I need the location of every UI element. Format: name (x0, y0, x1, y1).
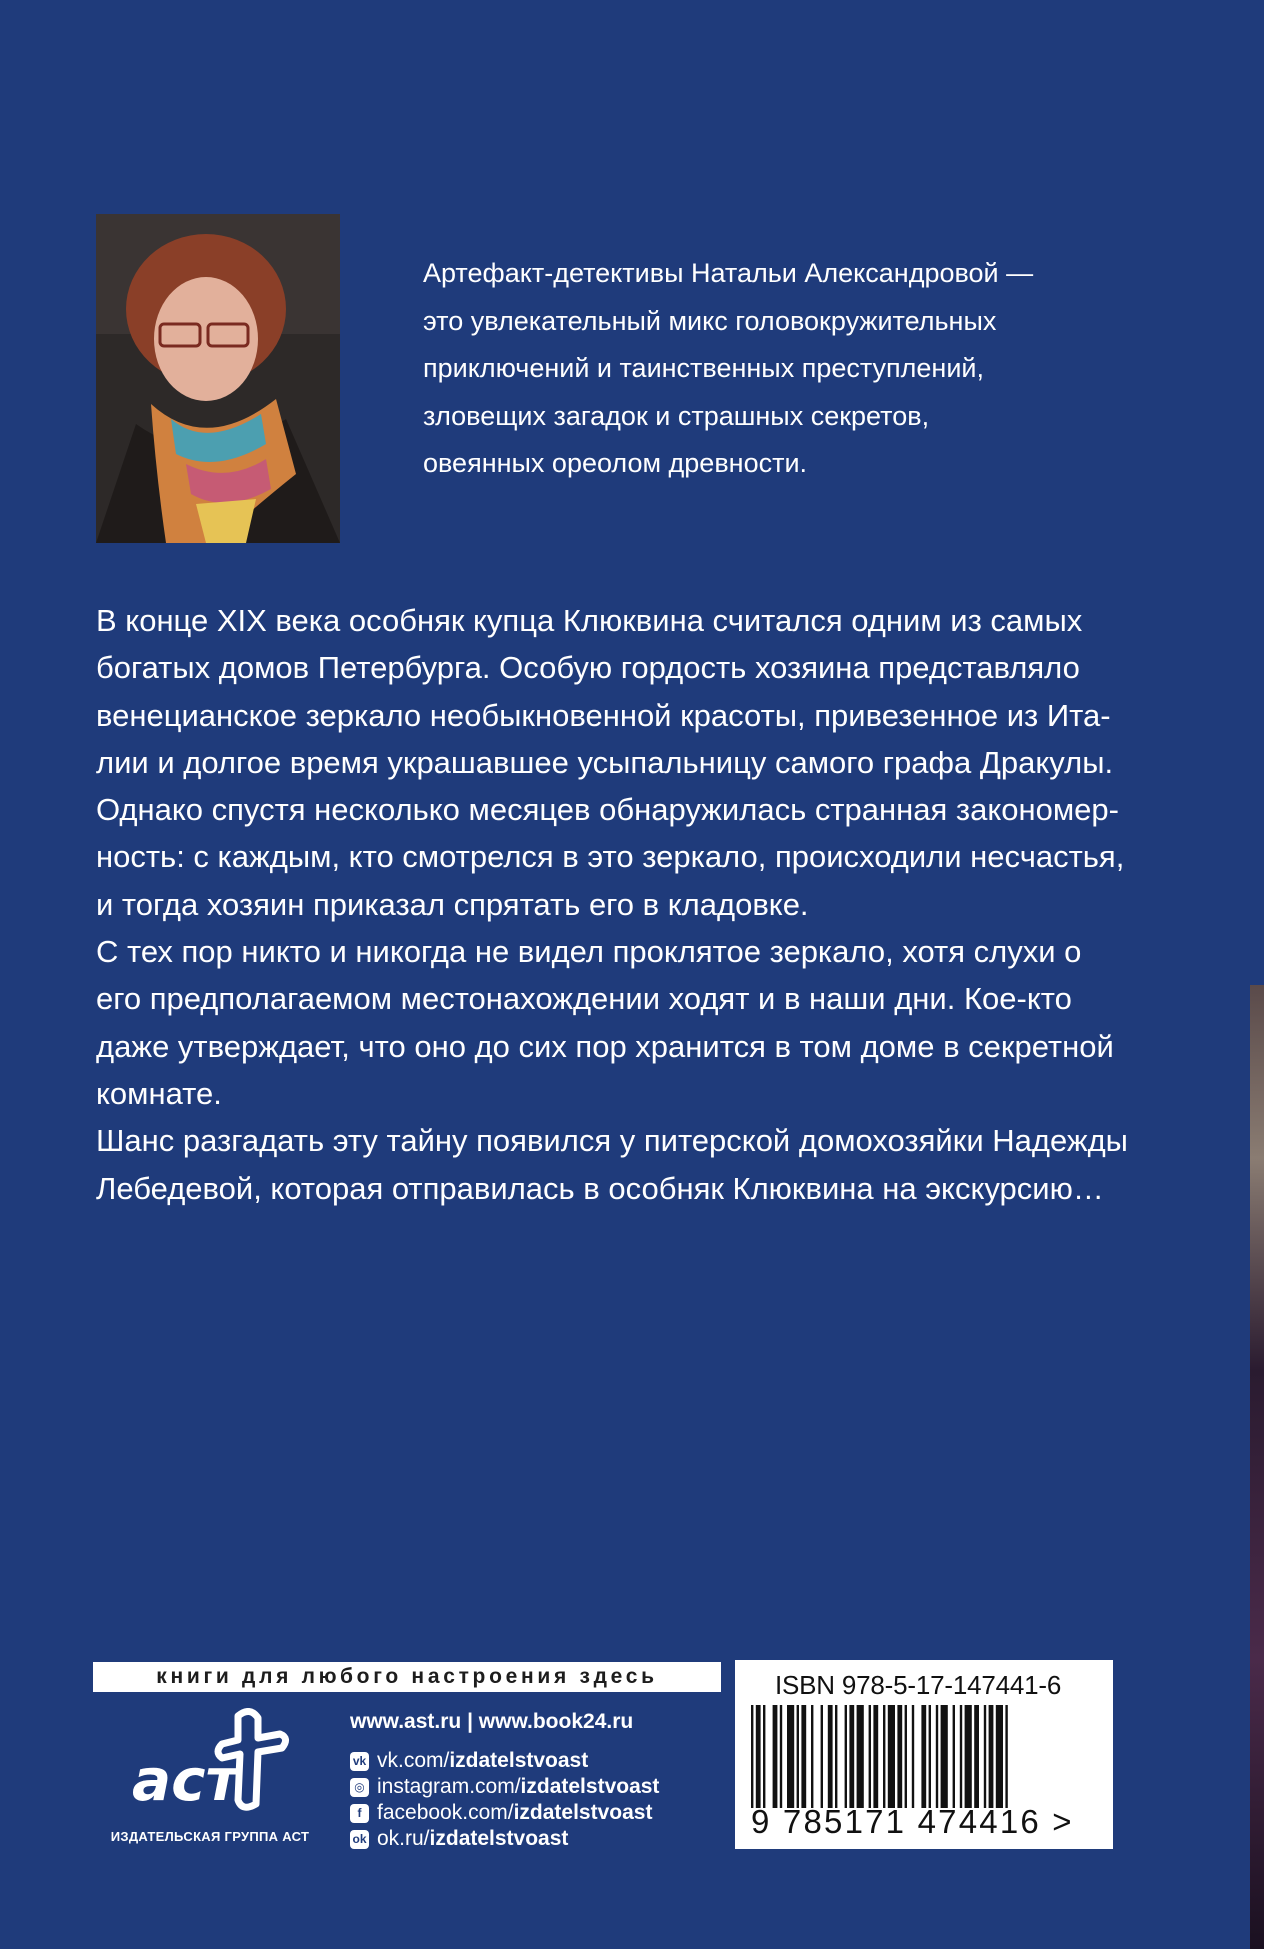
social-link-facebook[interactable] (350, 1800, 659, 1826)
description-line: С тех пор никто и никогда не видел проклятое зеркало, хотя слухи о (96, 934, 1082, 970)
social-link-handle: izdatelstvoast (429, 1827, 569, 1850)
description-line: Шанс разгадать эту тайну появился у питерской домохозяйки Надежды (96, 1123, 1128, 1159)
barcode-bar (936, 1705, 938, 1808)
social-link-ok[interactable] (350, 1826, 659, 1852)
social-links (350, 1748, 659, 1852)
barcode-bar (763, 1705, 765, 1808)
description-line: венецианское зеркало необыкновенной красоты, привезенное из Ита- (96, 697, 1111, 733)
barcode-bar (989, 1705, 994, 1808)
barcode-bar (797, 1705, 799, 1808)
social-link-vk[interactable] (350, 1748, 659, 1774)
barcode-bar (965, 1705, 972, 1808)
barcode (745, 1705, 1091, 1808)
barcode-bar (873, 1705, 878, 1808)
description-line: В конце XIX века особняк купца Клюквина считался одним из самых (96, 603, 1083, 638)
barcode-bar (984, 1705, 986, 1808)
description-line: его предполагаемом местонахождении ходят и в наши дни. Кое-кто (96, 981, 1072, 1017)
barcode-bar (857, 1705, 864, 1808)
barcode-bar (953, 1705, 955, 1808)
barcode-bar (929, 1705, 931, 1808)
front-cover-edge (1250, 985, 1264, 1949)
barcode-bar (897, 1705, 902, 1808)
blurb-line: приключений и таинственных преступлений, (423, 353, 985, 383)
barcode-bar (845, 1705, 847, 1808)
social-link-prefix: vk.com/ (377, 1749, 450, 1772)
description-line: ность: с каждым, кто смотрелся в это зеркало, происходили несчастья, (96, 839, 1125, 875)
barcode-bar (912, 1705, 914, 1808)
vk-icon: vk (350, 1752, 369, 1771)
barcode-digits: 9 785171 474416 > (751, 1803, 1074, 1840)
barcode-bar (869, 1705, 871, 1808)
blurb-line: это увлекательный микс головокружительных (423, 305, 997, 336)
publisher-caption: ИЗДАТЕЛЬСКАЯ ГРУППА АСТ (110, 1829, 310, 1844)
blurb-line: зловещих загадок и страшных секретов, (423, 400, 930, 431)
barcode-bar (888, 1705, 895, 1808)
barcode-bar (821, 1705, 823, 1808)
social-link-handle: izdatelstvoast (513, 1801, 653, 1824)
barcode-bar (835, 1705, 837, 1808)
barcode-bar (883, 1705, 885, 1808)
instagram-icon: ◎ (350, 1778, 369, 1797)
barcode-bar (828, 1705, 833, 1808)
description-line: Однако спустя несколько месяцев обнаружилась странная закономер- (96, 792, 1119, 828)
barcode-bar (1005, 1705, 1007, 1808)
barcode-bar (773, 1705, 778, 1808)
social-link-handle: izdatelstvoast (449, 1749, 589, 1772)
description-line: богатых домов Петербурга. Особую гордость хозяина представляло (96, 650, 1080, 686)
barcode-bar (905, 1705, 907, 1808)
facebook-icon: f (350, 1804, 369, 1823)
book-description (96, 597, 1128, 1212)
isbn-number: ISBN 978-5-17-147441-6 (775, 1670, 1062, 1700)
barcode-bar (756, 1705, 761, 1808)
ast-logo (130, 1708, 290, 1818)
barcode-bar (974, 1705, 979, 1808)
barcode-bar (960, 1705, 962, 1808)
barcode-bar (941, 1705, 948, 1808)
website-links[interactable]: www.ast.ru | www.book24.ru (350, 1710, 634, 1733)
social-link-prefix: instagram.com/ (377, 1775, 521, 1798)
barcode-bar (921, 1705, 926, 1808)
description-line: даже утверждает, что оно до сих пор хранится в том доме в секретной (96, 1028, 1114, 1064)
logo-wordmark: аст (132, 1746, 240, 1814)
social-link-instagram[interactable] (350, 1774, 659, 1800)
publisher-links (350, 1710, 659, 1852)
slogan-banner: книги для любого настроения здесь (93, 1662, 721, 1692)
odnoklassniki-icon: ok (350, 1830, 369, 1849)
author-photo (96, 214, 340, 543)
blurb-line: Артефакт-детективы Натальи Александровой — (423, 258, 1034, 288)
description-line: Лебедевой, которая отправилась в особняк Клюквина на экскурсию… (96, 1170, 1104, 1206)
social-link-prefix: ok.ru/ (377, 1827, 430, 1850)
barcode-bar (849, 1705, 854, 1808)
isbn-barcode-box (735, 1660, 1113, 1849)
description-line: комнате. (96, 1075, 222, 1111)
barcode-bar (787, 1705, 794, 1808)
blurb-line: овеянных ореолом древности. (423, 448, 808, 478)
description-line: лии и долгое время украшавшее усыпальницу самого графа Дракулы. (96, 744, 1114, 780)
barcode-bar (801, 1705, 806, 1808)
barcode-bar (751, 1705, 753, 1808)
description-line: и тогда хозяин приказал спрятать его в кладовке. (96, 886, 809, 922)
barcode-bar (811, 1705, 813, 1808)
barcode-bar (996, 1705, 1003, 1808)
social-link-prefix: facebook.com/ (377, 1801, 514, 1824)
barcode-bar (780, 1705, 782, 1808)
social-link-handle: izdatelstvoast (520, 1775, 660, 1798)
author-blurb (423, 250, 1083, 488)
